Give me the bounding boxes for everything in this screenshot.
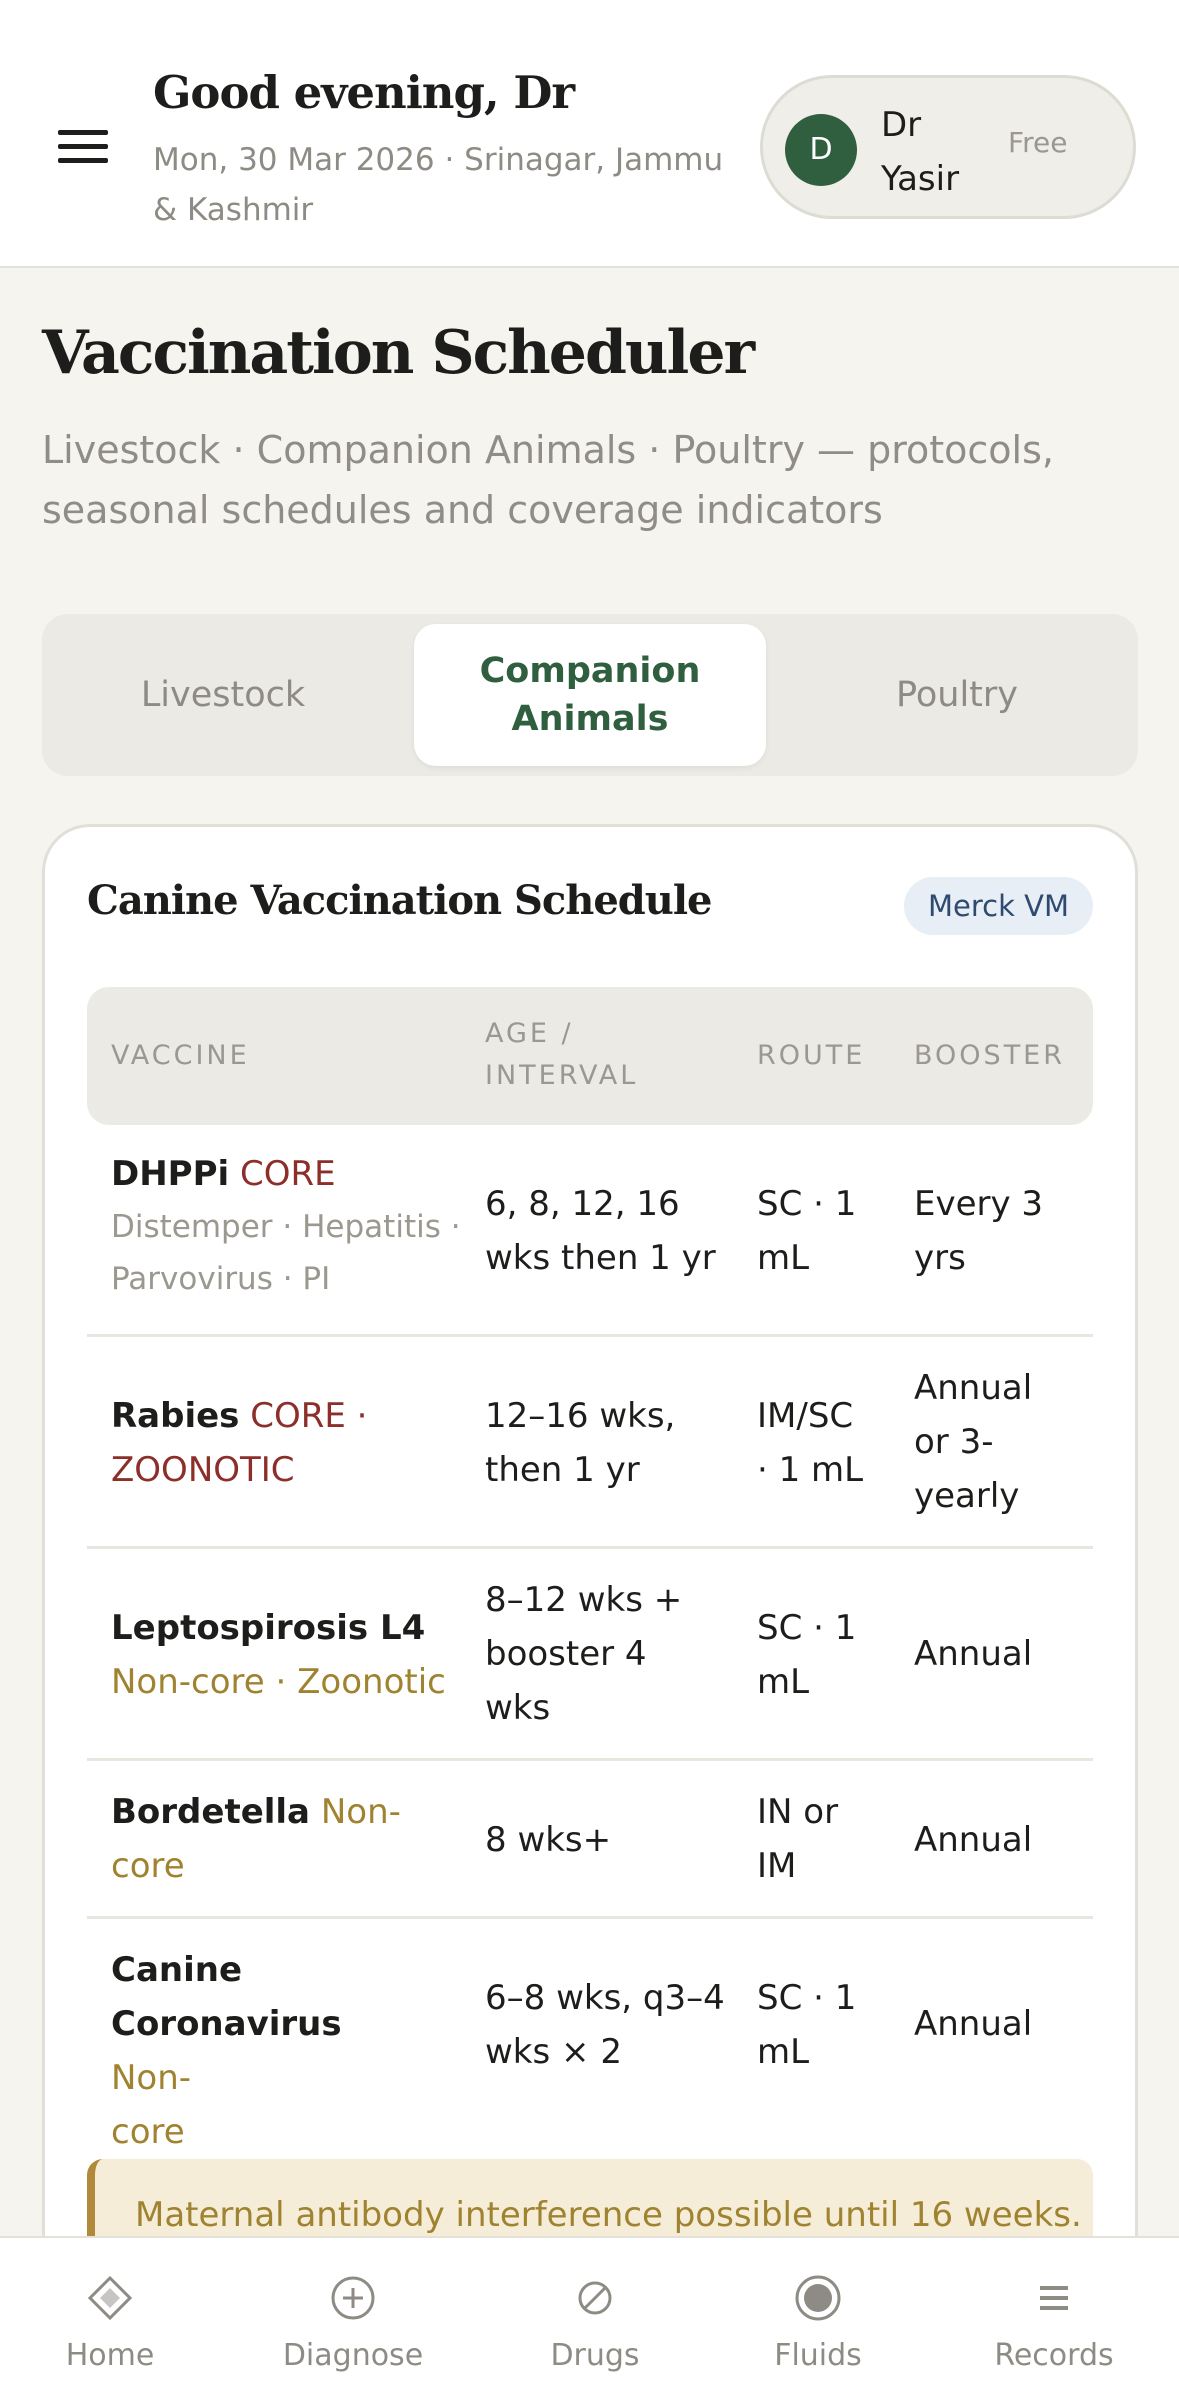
nav-diagnose[interactable]: Diagnose (253, 2238, 453, 2408)
vaccine-name-cell: Canine Coronavirus Non- core (111, 1950, 342, 2152)
page-title: Vaccination Scheduler (42, 318, 754, 388)
route-cell: SC · 1 mL (757, 1184, 857, 1278)
table-row[interactable] (87, 1761, 1093, 1919)
table-row[interactable] (87, 1125, 1093, 1337)
age-interval-cell: 12–16 wks, then 1 yr (485, 1396, 676, 1490)
list-icon (1030, 2274, 1078, 2322)
user-name: Dr Yasir (881, 105, 960, 199)
route-cell: IM/SC · 1 mL (757, 1396, 864, 1490)
plan-label: Free (1008, 126, 1068, 159)
column-header-age: AGE / INTERVAL (485, 1018, 639, 1091)
route-cell: SC · 1 mL (757, 1608, 857, 1702)
plus-circle-icon (329, 2274, 377, 2322)
page-subtitle: Livestock · Companion Animals · Poultry — protocols, seasonal schedules and coverage indicators (42, 428, 1054, 532)
bottom-navigation (0, 2236, 1179, 2408)
core-tag: CORE · (250, 1396, 368, 1436)
booster-cell: Annual (914, 2004, 1033, 2044)
tab-poultry[interactable]: Poultry (895, 675, 1018, 715)
column-header-vaccine: VACCINE (111, 1040, 250, 1071)
non-core-tag: Non- (320, 1792, 401, 1832)
nav-drugs[interactable]: Drugs (495, 2238, 695, 2408)
vaccine-name-cell: Bordetella Non- core (111, 1792, 401, 1886)
species-tabs (42, 614, 1138, 776)
non-core-tag: Non- (111, 2058, 192, 2098)
vaccine-name-cell: DHPPi CORE Distemper · Hepatitis · Parvovirus · PI (111, 1147, 461, 1305)
booster-cell: Annual (914, 1820, 1033, 1860)
note-text: Maternal antibody interference possible until 16 weeks. (135, 2195, 1082, 2235)
route-cell: IN or IM (757, 1792, 839, 1886)
nav-fluids[interactable]: Fluids (718, 2238, 918, 2408)
vaccine-name-cell: Rabies CORE · ZOONOTIC (111, 1396, 368, 1490)
vaccine-name-cell: Leptospirosis L4 Non-core · Zoonotic (111, 1608, 446, 1702)
table-header (87, 987, 1093, 1125)
table-row[interactable] (87, 1919, 1093, 2152)
non-core-tag: Non-core · Zoonotic (111, 1662, 446, 1702)
column-header-booster: BOOSTER (914, 1040, 1066, 1071)
diamond-icon (86, 2274, 134, 2322)
booster-cell: Annual (914, 1634, 1033, 1674)
menu-icon[interactable] (58, 130, 108, 170)
tab-companion-animals[interactable]: Companion Animals (414, 624, 766, 766)
drop-circle-icon (794, 2274, 842, 2322)
table-row[interactable] (87, 1549, 1093, 1761)
column-header-route: ROUTE (757, 1040, 866, 1071)
zoonotic-tag: ZOONOTIC (111, 1450, 295, 1490)
age-interval-cell: 6–8 wks, q3–4 wks × 2 (485, 1978, 725, 2072)
nav-home[interactable]: Home (10, 2238, 210, 2408)
user-profile-button[interactable] (760, 75, 1136, 219)
tab-livestock[interactable]: Livestock (140, 675, 306, 715)
core-tag: CORE (239, 1154, 336, 1194)
greeting: Good evening, Dr (153, 66, 575, 119)
nav-records[interactable]: Records (954, 2238, 1154, 2408)
avatar: D (785, 114, 857, 186)
source-badge: Merck VM (904, 877, 1093, 935)
booster-cell: Annual or 3-yearly (914, 1368, 1033, 1516)
route-cell: SC · 1 mL (757, 1978, 857, 2072)
app-header (0, 0, 1179, 268)
vaccination-schedule-card (42, 824, 1138, 2324)
pill-icon (571, 2274, 619, 2322)
age-interval-cell: 8 wks+ (485, 1820, 612, 1860)
booster-cell: Every 3 yrs (914, 1184, 1044, 1278)
date-location: Mon, 30 Mar 2026 · Srinagar, Jammu & Kashmir (153, 142, 724, 228)
vaccine-components: Distemper · Hepatitis · Parvovirus · PI (111, 1209, 461, 1297)
age-interval-cell: 8–12 wks + booster 4 wks (485, 1580, 683, 1728)
age-interval-cell: 6, 8, 12, 16 wks then 1 yr (485, 1184, 716, 1278)
card-title: Canine Vaccination Schedule (87, 877, 712, 924)
table-row[interactable] (87, 1337, 1093, 1549)
